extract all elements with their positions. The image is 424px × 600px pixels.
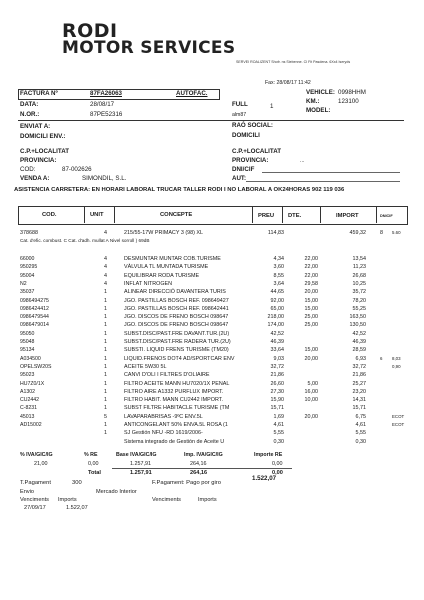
- row-cod: N2: [20, 280, 27, 287]
- totals-head-iva: % IVA/GIC/IG: [20, 452, 53, 458]
- row-preu: 1,69: [273, 413, 284, 420]
- row-cod: 95023: [20, 372, 35, 379]
- row-import: 10,25: [352, 280, 366, 287]
- row-import: 46,39: [352, 339, 366, 345]
- km-value: 123100: [338, 98, 359, 105]
- company-logo-line1: RODI: [62, 20, 118, 42]
- table-row: [0, 331, 424, 339]
- envio-label: Envio: [20, 489, 34, 495]
- row-dte: 20,00: [304, 289, 318, 296]
- row-preu: 4,61: [273, 422, 284, 428]
- row-concepte: SUBST.DISC/PAST.FRE DAVANT.TUR.(2U): [124, 330, 230, 337]
- row-unit: 1: [104, 372, 107, 379]
- vehicle-value: 0998HHM: [338, 89, 366, 96]
- row-dte: 25,00: [304, 322, 318, 329]
- divider: [18, 120, 404, 121]
- row-unit: 4: [104, 230, 107, 236]
- factura-label: FACTURA Nº: [20, 90, 58, 97]
- cp-left-label: C.P.+LOCALITAT: [20, 148, 69, 155]
- row-concepte: JGO. DISCOS DE FRENO BOSCH 098647: [124, 322, 229, 329]
- row-import: 55,25: [352, 305, 366, 312]
- row-extra-1: 6: [380, 355, 383, 361]
- row-dte: 22,00: [304, 272, 318, 279]
- row-import: 32,72: [352, 363, 366, 370]
- row-extra-2: 0,90: [392, 363, 401, 369]
- row-cod: 95048: [20, 339, 35, 345]
- row-preu: 9,03: [273, 355, 284, 362]
- row-concepte: FILTRO HABIT. MANN CU2442 IMPORT.: [124, 397, 223, 404]
- table-row: [0, 289, 424, 297]
- row-preu: 21,86: [270, 372, 284, 379]
- row-import: 35,72: [352, 289, 366, 296]
- row-unit: 1: [104, 363, 107, 370]
- col-divider: [320, 206, 321, 223]
- total-re: 0,00: [272, 470, 283, 476]
- roadside-notice: ASISTENCIA CARRETERA: EN HORARI LABORAL TRUCAR TALLER RODI I NO LABORAL A OK24HORAS 902 119 036: [14, 187, 345, 193]
- row-preu: 3,64: [273, 280, 284, 287]
- row-unit: 5: [104, 413, 107, 420]
- row-import: 14,31: [352, 397, 366, 404]
- row-concepte: 215/55-17W PRIMACY 3 (98) XL: [124, 230, 203, 236]
- row-unit: 1: [104, 388, 107, 395]
- tpag-label: T.Pagament: [20, 480, 51, 486]
- row-import: 28,59: [352, 347, 366, 354]
- row-unit: 4: [104, 256, 107, 262]
- table-row: [0, 273, 424, 281]
- row-concepte: JGO. PASTILLAS BOSCH REF. 098649427: [124, 297, 229, 304]
- data-value: 28/08/17: [90, 101, 115, 108]
- row-import: 6,75: [355, 413, 366, 420]
- venciment-date: 27/09/17: [24, 505, 46, 511]
- row-preu: 44,65: [270, 289, 284, 296]
- row-preu: 114,83: [267, 230, 284, 236]
- row-concepte: SJ Gestión NFU -RD 1619/2006-: [124, 430, 203, 437]
- totals-re-rate: 0,00: [88, 461, 99, 467]
- envio-value: Mercado Interior: [96, 489, 137, 495]
- row-unit: 1: [104, 305, 107, 312]
- row-cod: AD15002: [20, 422, 42, 428]
- table-row: [0, 430, 424, 438]
- totals-rule: [112, 468, 292, 469]
- row-concepte: INFLAT NITROGEN: [124, 280, 173, 287]
- row-unit: 1: [104, 380, 107, 387]
- row-import: 15,71: [352, 405, 366, 412]
- col-divider: [252, 206, 253, 223]
- col-divider: [282, 206, 283, 223]
- aut-line: [246, 181, 400, 182]
- row-unit: 1: [104, 314, 107, 321]
- col-header-unit: UNIT: [90, 212, 104, 218]
- row-preu: 15,71: [270, 405, 284, 412]
- totals-iva-rate: 21,00: [34, 461, 48, 467]
- row-dte: 15,00: [304, 297, 318, 304]
- venciments-label-2: Venciments: [152, 497, 181, 503]
- table-row: [0, 397, 424, 405]
- company-logo-line2: MOTOR SERVICES: [62, 38, 236, 58]
- row-dte: 22,00: [304, 256, 318, 262]
- alm-value: alm87: [232, 112, 247, 118]
- row-preu: 15,90: [270, 397, 284, 404]
- total-label: Total: [88, 470, 101, 476]
- row-unit: 1: [104, 405, 107, 412]
- table-row: [0, 264, 424, 272]
- rao-social-label: RAÓ SOCIAL:: [232, 122, 273, 129]
- cod-label: COD:: [20, 166, 36, 173]
- row-cod: 35037: [20, 289, 35, 296]
- table-row: [0, 381, 424, 389]
- autofac-label: AUTOFAC.: [176, 90, 208, 97]
- row-unit: 1: [104, 330, 107, 337]
- row-import: 130,50: [349, 322, 366, 329]
- row-concepte: JGO. DISCOS DE FRENO BOSCH 098647: [124, 314, 229, 321]
- tpag-value: 300: [72, 480, 82, 486]
- row-dte: 16,00: [304, 388, 318, 395]
- row-dte: 20,00: [304, 413, 318, 420]
- row-extra-2: ECOT: [392, 422, 405, 427]
- data-label: DATA:: [20, 101, 39, 108]
- row-cod: 0986494275: [20, 297, 49, 304]
- nor-label: N.OR.:: [20, 111, 40, 118]
- row-import: 11,23: [352, 264, 366, 271]
- col-divider: [376, 206, 377, 223]
- col-header-cod: COD.: [42, 212, 57, 218]
- dnicif-line: [262, 172, 400, 173]
- company-address: SERVEI ROALIZENT Shofr. ns Siebenne. CI Fit Pasdena. 6Xx4 Iseryds: [236, 60, 351, 64]
- fpag-label: F.Pagament: Pago por giro: [152, 480, 221, 486]
- row-dte: 5,00: [307, 380, 318, 387]
- row-import: 0,30: [355, 438, 366, 445]
- km-label: KM.:: [306, 98, 320, 105]
- row-unit: 1: [104, 289, 107, 296]
- cod-value: 87-002626: [62, 166, 92, 173]
- row-preu: 46,39: [270, 339, 284, 345]
- row-import: 6,93: [355, 355, 366, 362]
- row-extra: 5.60: [392, 230, 401, 235]
- row-cod: A034500: [20, 355, 41, 362]
- row-concepte: DESMUNTAR MUNTAR COB.TURISME: [124, 256, 221, 262]
- venciment-amount: 1.522,07: [66, 505, 88, 511]
- table-row: [0, 339, 424, 347]
- row-concepte: Sistema integrado de Gestión de Aceite U: [124, 438, 225, 445]
- row-cod: CU2442: [20, 397, 40, 404]
- table-row: [0, 314, 424, 322]
- row-preu: 33,64: [270, 347, 284, 354]
- row-dte: 15,00: [304, 347, 318, 354]
- row-cod: 0986479544: [20, 314, 49, 321]
- table-row: [0, 439, 424, 447]
- row-cod: 66000: [20, 256, 35, 262]
- col-divider: [84, 206, 85, 223]
- cp-right-label: C.P.+LOCALITAT: [232, 148, 281, 155]
- row-import: 13,54: [352, 256, 366, 262]
- nor-value: 87PE52316: [90, 111, 123, 118]
- totals-head-imp: Imp. IVA/GIC/IG: [184, 452, 223, 458]
- table-row: [0, 422, 424, 430]
- row-cod: HU7Z0/1X: [20, 380, 45, 387]
- row-extra-2: 8,03: [392, 355, 401, 361]
- row-cod: A1302: [20, 388, 36, 395]
- row-cod: 0986424412: [20, 305, 49, 312]
- row-concepte: EQUILIBRAR RODA TURISME: [124, 272, 200, 279]
- row-dte: 15,00: [304, 305, 318, 312]
- totals-head-re: % RE: [84, 452, 98, 458]
- row-concepte: VÀLVULA TL MUNTADA TURISME: [124, 264, 209, 271]
- row-preu: 26,60: [270, 380, 284, 387]
- row-preu: 32,72: [270, 363, 284, 370]
- total-amount: 1.522,07: [252, 475, 277, 482]
- provincia-right-label: PROVINCIA:: [232, 157, 269, 164]
- row-concepte: ALINEAR DIRECCIÓ DAVANTERA TURIS: [124, 289, 226, 296]
- venda-value: SIMONDIL, S.L.: [82, 175, 127, 182]
- row-unit: 1: [104, 322, 107, 329]
- row-import: 5,55: [355, 430, 366, 437]
- row-cod: OPELSW20S: [20, 363, 52, 370]
- row-flag: 8: [380, 230, 383, 236]
- totals-iva: 264,16: [190, 461, 207, 467]
- row-import: 78,20: [352, 297, 366, 304]
- col-header-import: IMPORT: [336, 213, 359, 219]
- total-base: 1.257,91: [130, 470, 152, 476]
- row-concepte: LIQUID.FRENOS DOT4 AD/SPORTCAR ENV: [124, 355, 235, 362]
- table-row: [0, 347, 424, 355]
- row-preu: 174,00: [267, 322, 284, 329]
- row-dte: 29,58: [304, 280, 318, 287]
- row-import: 21,86: [352, 372, 366, 379]
- col-header-dnicif: DNICIF: [380, 214, 393, 218]
- row-dte: 20,00: [304, 355, 318, 362]
- imports-label-2: Imports: [198, 497, 217, 503]
- row-concepte: SUBST FILTRE HABITACLE TURISME (TM: [124, 405, 230, 412]
- row-import: 23,20: [352, 388, 366, 395]
- col-header-concepte: CONCEPTE: [160, 212, 193, 218]
- table-row: [0, 356, 424, 364]
- aut-label: AUT:: [232, 175, 247, 182]
- row-import: 42,52: [352, 330, 366, 337]
- row-preu: 0,30: [273, 438, 284, 445]
- row-preu: 218,00: [267, 314, 284, 321]
- row-concepte: FILTRO AIRE A1332 PURFLUX IMPORT.: [124, 388, 224, 395]
- table-row: [0, 256, 424, 264]
- row-import: 25,27: [352, 380, 366, 387]
- row-dte: 10,00: [304, 397, 318, 404]
- row-unit: 1: [104, 297, 107, 304]
- col-divider: [114, 206, 115, 223]
- row-cod: 950295: [20, 264, 38, 271]
- row-preu: 3,60: [273, 264, 284, 271]
- totals-re: 0,00: [272, 461, 283, 467]
- row-import: 459,32: [349, 230, 366, 236]
- table-row: [0, 298, 424, 306]
- factura-number: 87FA26063: [90, 90, 122, 97]
- table-row: [0, 230, 424, 238]
- row-concepte: CANVI D'OLI I FILTRES D'OLIAIRE: [124, 372, 210, 379]
- row-concepte: ANTICONGELANT 50% ENVA.5L ROSA (1: [124, 422, 228, 428]
- table-row: [0, 306, 424, 314]
- row-cod: 378688: [20, 230, 38, 236]
- row-import: 163,50: [349, 314, 366, 321]
- totals-head-base: Base IVA/GIC/IG: [116, 452, 157, 458]
- full-value: 1: [270, 103, 274, 110]
- row-unit: 4: [104, 264, 107, 271]
- dnicif-label: DNI/CIF: [232, 166, 255, 173]
- totals-base: 1.257,91: [130, 461, 151, 467]
- row-preu: 4,34: [273, 256, 284, 262]
- row-unit: 1: [104, 422, 107, 428]
- row-extra-2: ECOT: [392, 413, 405, 419]
- row-preu: 42,52: [270, 330, 284, 337]
- col-header-preu: PREU: [258, 213, 275, 219]
- table-row: [0, 281, 424, 289]
- table-row: [0, 414, 424, 422]
- row-preu: 5,55: [273, 430, 284, 437]
- row-import: 26,68: [352, 272, 366, 279]
- row-preu: 92,00: [270, 297, 284, 304]
- venda-label: VENDA A:: [20, 175, 50, 182]
- row-dte: 22,00: [304, 264, 318, 271]
- row-cod: 45013: [20, 413, 35, 420]
- table-row: [0, 322, 424, 330]
- row-preu: 65,00: [270, 305, 284, 312]
- row-cod: C-8231: [20, 405, 38, 412]
- row-dte: 25,00: [304, 314, 318, 321]
- provincia-left-label: PROVINCIA:: [20, 157, 57, 164]
- row-preu: 27,30: [270, 388, 284, 395]
- domicili-env-label: DOMICILI ENV.:: [20, 133, 66, 140]
- row-concepte: SUBST.DISC/PAST.FRE RADERA TUR.(2U): [124, 339, 231, 345]
- row-unit: 4: [104, 272, 107, 279]
- row-unit: 1: [104, 430, 107, 437]
- fax-date-stamp: Fax: 28/08/17 11:42: [265, 80, 311, 86]
- full-label: FULL: [232, 101, 248, 108]
- row-unit: 1: [104, 397, 107, 404]
- row-unit: 1: [104, 355, 107, 362]
- vehicle-label: VEHICLE:: [306, 89, 335, 96]
- col-header-dte: DTE.: [288, 213, 302, 219]
- provincia-right-value: ...: [300, 158, 305, 164]
- venciments-label: Venciments: [20, 497, 49, 503]
- row-preu: 8,55: [273, 272, 284, 279]
- domicili-label: DOMICILI: [232, 132, 260, 139]
- row-concepte: FILTRO ACEITE MANN HU7020/1X PENAL: [124, 380, 230, 387]
- row-cod: 95004: [20, 272, 35, 279]
- table-row: [0, 389, 424, 397]
- model-label: MODEL:: [306, 107, 331, 114]
- row-concepte: SUBSTI. LIQUID FRENS TURISME (TM20): [124, 347, 229, 354]
- row-unit: 4: [104, 280, 107, 287]
- row-cod: 0986479014: [20, 322, 49, 329]
- tyre-label-info: Cat. d'efic. combust. C Cat. d'adh. mullat A Nivel sorroll ) 69dB: [20, 238, 150, 243]
- row-unit: 1: [104, 347, 107, 354]
- row-cod: 95134: [20, 347, 35, 354]
- enviat-label: ENVIAT A:: [20, 123, 51, 130]
- table-row: [0, 405, 424, 413]
- row-concepte: JGO. PASTILLAS BOSCH REF. 098642441: [124, 305, 229, 312]
- imports-label: Imports: [58, 497, 77, 503]
- table-row: [0, 364, 424, 372]
- row-import: 4,61: [355, 422, 366, 428]
- row-concepte: LAVAPARABRISAS -9ºC ENV.5L: [124, 413, 203, 420]
- totals-head-importe-re: Importe RE: [254, 452, 283, 458]
- table-row: [0, 372, 424, 380]
- row-concepte: ACEITE 5W30 5L: [124, 363, 167, 370]
- row-cod: 95050: [20, 330, 35, 337]
- total-iva: 264,16: [190, 470, 208, 476]
- row-unit: 1: [104, 339, 107, 345]
